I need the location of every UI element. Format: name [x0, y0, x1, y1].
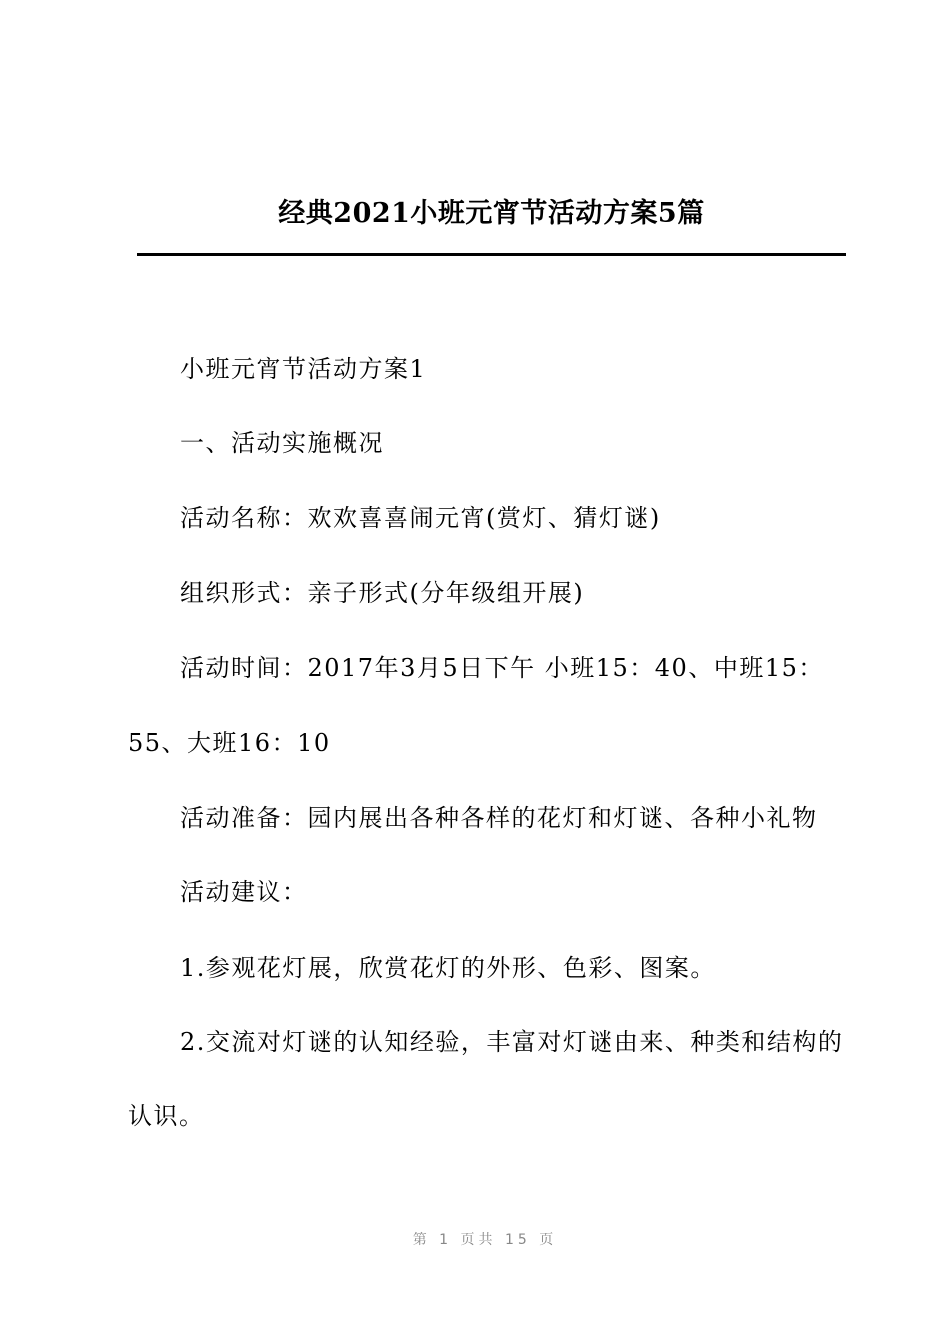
list-item-1: 1.参观花灯展，欣赏花灯的外形、色彩、图案。	[180, 954, 716, 982]
paragraph-activity-time: 活动时间：2017年3月5日下午 小班15：40、中班15：	[180, 654, 824, 682]
title-underline	[137, 253, 846, 256]
page-number: 第 1 页共 15 页	[412, 1232, 558, 1248]
paragraph-preparation: 活动准备：园内展出各种各样的花灯和灯谜、各种小礼物	[180, 804, 818, 832]
list-item-2-continued: 认识。	[128, 1102, 205, 1130]
document-title: 经典2021小班元宵节活动方案5篇	[278, 198, 705, 229]
paragraph-activity-name: 活动名称：欢欢喜喜闹元宵(赏灯、猜灯谜)	[180, 504, 661, 532]
subsection-heading: 一、活动实施概况	[180, 429, 384, 457]
list-item-2: 2.交流对灯谜的认知经验，丰富对灯谜由来、种类和结构的	[180, 1028, 844, 1056]
paragraph-suggestions: 活动建议：	[180, 878, 308, 906]
paragraph-activity-time-continued: 55、大班16：10	[128, 729, 331, 757]
paragraph-organization: 组织形式：亲子形式(分年级组开展)	[180, 579, 585, 607]
section-heading: 小班元宵节活动方案1	[180, 355, 427, 383]
